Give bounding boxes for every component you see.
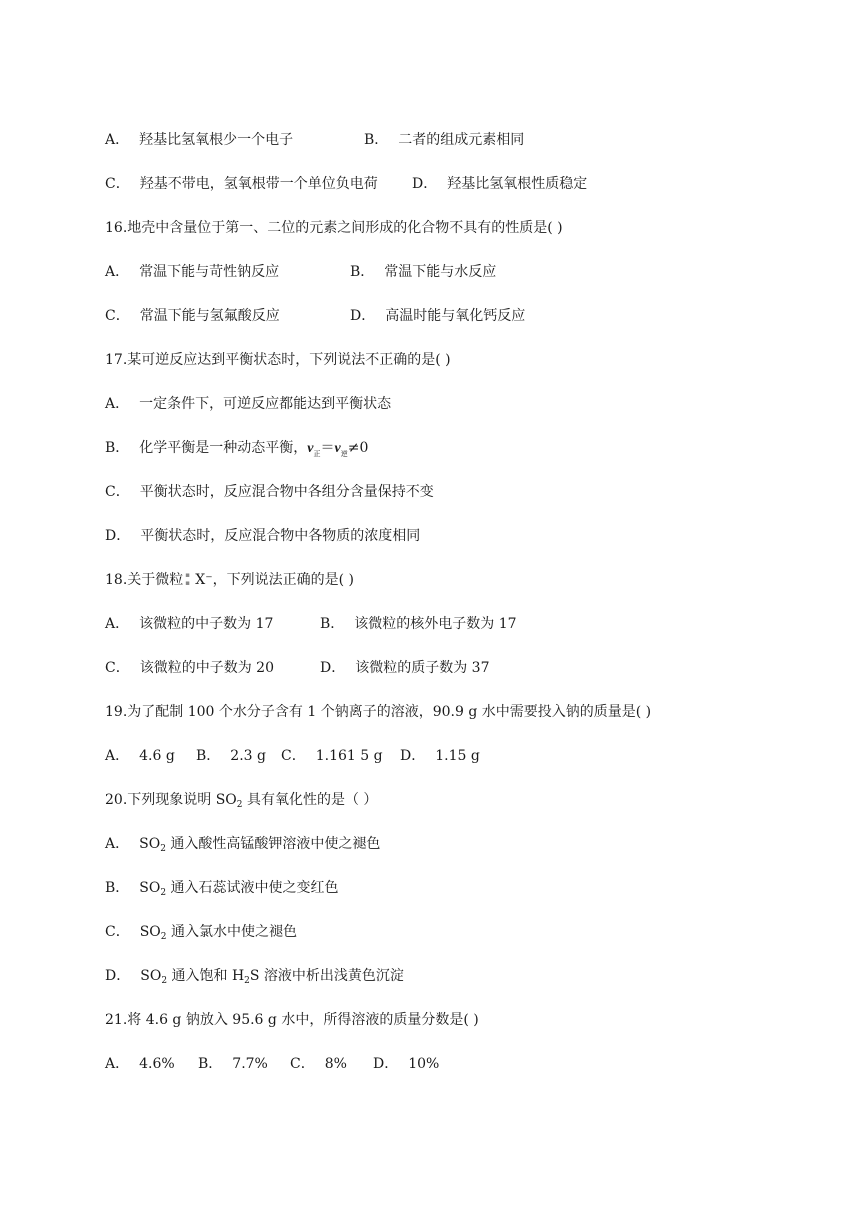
q16-stem: 16.地壳中含量位于第一、二位的元素之间形成的化合物不具有的性质是( ) xyxy=(105,220,563,236)
q15-option-a[interactable]: A． 羟基比氢氧根少一个电子 xyxy=(105,132,294,148)
q15-options-row-2 xyxy=(105,174,378,194)
q17-stem: 17.某可逆反应达到平衡状态时，下列说法不正确的是( ) xyxy=(105,352,451,368)
q20-stem: 20.下列现象说明 $SO_2$ 具有氧化性的是（ ） xyxy=(105,792,378,810)
q19-option-a[interactable]: A． 4.6 g xyxy=(105,748,175,764)
q18-option-a[interactable]: A． 该微粒的中子数为 17 xyxy=(105,616,274,632)
q17-option-d[interactable]: D． 平衡状态时，反应混合物中各物质的浓度相同 xyxy=(105,528,421,544)
q21-option-b[interactable]: B． 7.7% xyxy=(198,1056,268,1072)
nuclide-notation-icon: ▪ ▪ xyxy=(185,571,191,587)
q17-option-c[interactable]: C． 平衡状态时，反应混合物中各组分含量保持不变 xyxy=(105,484,434,500)
q18-option-d[interactable]: D． 该微粒的质子数为 37 xyxy=(320,660,490,676)
q20-option-d[interactable]: D． $SO_2$ 通入饱和 $H_2S$ 溶液中析出浅黄色沉淀 xyxy=(105,968,404,986)
q19-option-b[interactable]: B． 2.3 g xyxy=(196,748,266,764)
q15-option-b[interactable]: B． 二者的组成元素相同 xyxy=(364,132,525,148)
q20-option-c[interactable]: C． $SO_2$ 通入氯水中使之褪色 xyxy=(105,924,297,942)
q15-option-d[interactable]: D． 羟基比氢氧根性质稳定 xyxy=(412,176,588,192)
q20-option-b[interactable]: B． $SO_2$ 通入石蕊试液中使之变红色 xyxy=(105,880,339,898)
q21-option-a[interactable]: A． 4.6% xyxy=(105,1056,175,1072)
q18-option-c[interactable]: C． 该微粒的中子数为 20 xyxy=(105,660,274,676)
q21-stem: 21.将 4.6 g 钠放入 95.6 g 水中，所得溶液的质量分数是( ) xyxy=(105,1012,479,1028)
q18-option-b[interactable]: B． 该微粒的核外电子数为 17 xyxy=(320,616,517,632)
q16-option-d[interactable]: D． 高温时能与氧化钙反应 xyxy=(350,308,526,324)
q17-option-b[interactable]: B． 化学平衡是一种动态平衡，$v_正=v_逆\ne 0$ xyxy=(105,440,369,458)
q21-option-c[interactable]: C． 8% xyxy=(290,1056,347,1072)
q19-option-d[interactable]: D． 1.15 g xyxy=(400,748,480,764)
q21-option-d[interactable]: D． 10% xyxy=(373,1056,440,1072)
q16-option-a[interactable]: A． 常温下能与苛性钠反应 xyxy=(105,264,280,280)
q16-option-b[interactable]: B． 常温下能与水反应 xyxy=(350,264,497,280)
q16-option-c[interactable]: C． 常温下能与氢氟酸反应 xyxy=(105,308,280,324)
q17-option-a[interactable]: A． 一定条件下，可逆反应都能达到平衡状态 xyxy=(105,396,392,412)
q19-option-c[interactable]: C． 1.161 5 g xyxy=(281,748,383,764)
q15-option-c[interactable]: C． 羟基不带电，氢氧根带一个单位负电荷 xyxy=(105,176,378,192)
q20-option-a[interactable]: A． $SO_2$ 通入酸性高锰酸钾溶液中使之褪色 xyxy=(105,836,381,854)
q15-options-row-1 xyxy=(105,130,293,150)
q18-stem: 18.关于微粒 ▪ ▪ X⁻，下列说法正确的是( ) xyxy=(105,571,354,588)
q19-stem: 19.为了配制 100 个水分子含有 1 个钠离子的溶液，90.9 g 水中需要投入钠的质量是( ) xyxy=(105,704,652,720)
